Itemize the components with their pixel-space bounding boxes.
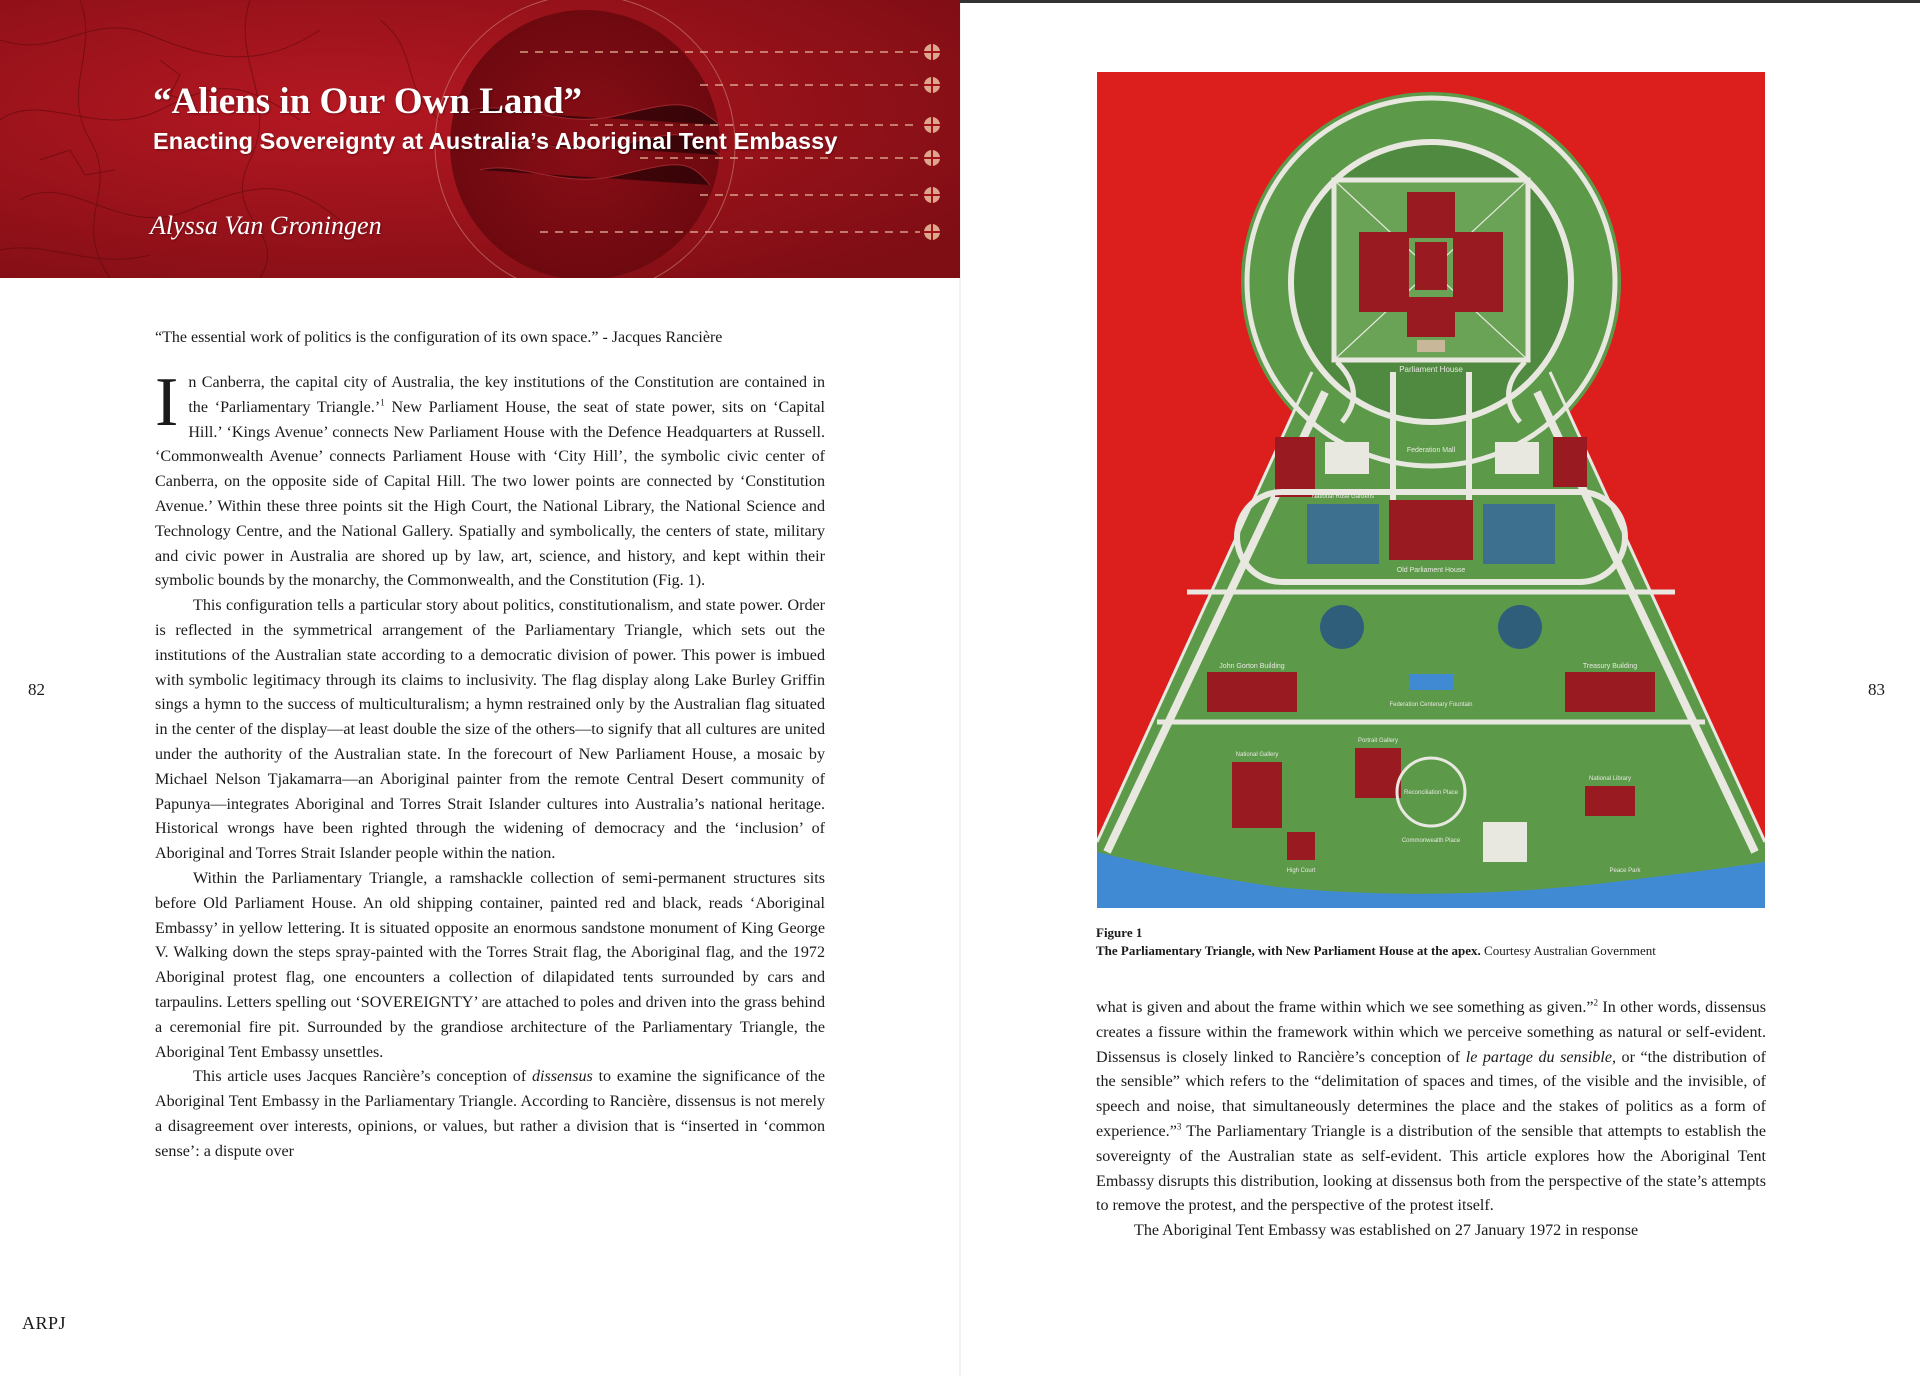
page-number-left: 82 xyxy=(28,680,45,699)
right-paragraph-1-text-c: or “the distribution of the sensible” which refers to the “delimitation of spaces and times, of the visible and the invisible, of speech and noise, that simultaneously determines the place and the stakes of politics as a form of experience.” xyxy=(1096,1048,1766,1140)
map-label-old-parliament-house: Old Parliament House xyxy=(1396,567,1466,574)
map-label-national-library: National Library xyxy=(1588,776,1632,782)
paragraph-4-text-b: to examine the significance of the Aboriginal Tent Embassy in the Parliamentary Triangle. According to Rancière, dissensus is not merely a disagreement over interests, opinions, or values, but rather a division that is “inserted in ‘common sense’: a dispute over xyxy=(155,1068,825,1160)
article-title: “Aliens in Our Own Land” xyxy=(153,81,583,122)
paragraph-1-text-a: n Canberra, the capital city of Australia, the key institutions of the Constitution are contained in the ‘Parliamentary Triangle.’ xyxy=(188,374,825,416)
map-label-rose-gardens: National Rose Gardens xyxy=(1311,494,1375,500)
map-label-reconciliation-place: Reconciliation Place xyxy=(1403,790,1459,796)
right-paragraph-2: The Aboriginal Tent Embassy was established on 27 January 1972 in response xyxy=(1134,1222,1639,1240)
map-label-national-gallery: National Gallery xyxy=(1235,752,1279,758)
right-paragraph-1 xyxy=(1096,996,1766,1219)
map-label-high-court: High Court xyxy=(1286,868,1316,874)
term-partage-du-sensible: le partage du sensible, xyxy=(1465,1048,1616,1066)
footnote-ref-1[interactable]: 1 xyxy=(380,397,385,408)
paragraph-4-text-a: This article uses Jacques Rancière’s conception of xyxy=(193,1068,532,1086)
figure-1-map xyxy=(1097,72,1765,908)
drop-cap: I xyxy=(155,364,179,441)
right-column xyxy=(1096,996,1766,1244)
figure-title: The Parliamentary Triangle, with New Parliament House at the apex. xyxy=(1096,943,1481,958)
parliamentary-triangle-map xyxy=(1097,72,1765,908)
map-label-federation-mall: Federation Mall xyxy=(1406,447,1456,454)
term-dissensus: dissensus xyxy=(531,1068,593,1086)
right-paragraph-1-text-d: The Parliamentary Triangle is a distribution of the sensible that attempts to establish the sovereignty of the Australian state as self-evident. This article explores how the Aboriginal Tent Embassy disrupts this distribution, looking at dissensus both from the perspective of the state’s attempts to remove the protest, and the perspective of the protest itself. xyxy=(1096,1122,1766,1215)
map-label-peace-park: Peace Park xyxy=(1609,868,1641,874)
map-label-parliament-house: Parliament House xyxy=(1399,365,1463,374)
figure-label: Figure 1 xyxy=(1096,925,1143,940)
epigraph: “The essential work of politics is the configuration of its own space.” - Jacques Rancière xyxy=(155,329,723,346)
left-column xyxy=(155,364,826,1165)
map-label-commonwealth-place: Commonwealth Place xyxy=(1401,838,1461,844)
top-rule xyxy=(960,0,1920,3)
map-label-treasury: Treasury Building xyxy=(1582,663,1638,670)
map-label-john-gorton: John Gorton Building xyxy=(1219,663,1285,670)
page-number-right: 83 xyxy=(1868,680,1885,699)
paragraph-3: Within the Parliamentary Triangle, a ramshackle collection of semi-permanent structures sits before Old Parliament House. An old shipping container, painted red and black, reads ‘Aboriginal Embassy’ in yellow lettering. It is situated opposite an enormous sandstone monument of King George V. Walking down the steps spray-painted with the Torres Strait flag, the Aboriginal flag, and the 1972 Aboriginal protest flag, one encounters a collection of dilapidated tents surrounded by cars and tarpaulins. Letters spelling out ‘SOVEREIGNTY’ are attached to poles and driven into the grass behind a ceremonial fire pit. Surrounded by the grandiose architecture of the Parliamentary Triangle, the Aboriginal Tent Embassy unsettles. xyxy=(155,869,825,1061)
paragraph-1-text-b: New Parliament House, the seat of state power, sits on ‘Capital Hill.’ ‘Kings Avenue’ connects New Parliament House with the Defence Headquarters at Russell. ‘Commonwealth Avenue’ connects Parliament House with ‘City Hill’, the symbolic civic center of Canberra, on the opposite side of Capital Hill. The two lower points are connected by ‘Constitution Avenue.’ Within these three points sit the High Court, the National Library, the National Science and Technology Centre, and the National Gallery. Spatially and symbolically, the centers of state, military and civic power in Australia are shored up by law, art, science, and history, and kept within their symbolic bounds by the monarchy, the Commonwealth, and the Constitution (Fig. 1). xyxy=(155,398,826,590)
paragraph-2: This configuration tells a particular story about politics, constitutionalism, and state power. Order is reflected in the symmetrical arrangement of the Parliamentary Triangle, which sets out the institutions of the Australian state according to a democratic division of power. This power is imbued with symbolic legitimacy through its claims to inclusivity. The flag display along Lake Burley Griffin sings a hymn to the success of multiculturalism; a hymn restrained only by the Australian flag situated in the center of the display—at least double the size of the others—to signify that all cultures are united under the authority of the Australian state. In the forecourt of New Parliament House, a mosaic by Michael Nelson Tjakamarra—an Aboriginal painter from the remote Central Desert community of Papunya—integrates Aboriginal and Torres Strait Islander cultures into Australia’s national heritage. Historical wrongs have been righted through the widening of democracy and the ‘inclusion’ of Aboriginal and Torres Strait Islander people within the nation. xyxy=(155,597,825,863)
map-label-portrait-gallery: Portrait Gallery xyxy=(1357,738,1399,744)
paragraph-4 xyxy=(155,1065,825,1164)
right-paragraph-1-text-a: what is given and about the frame within which we see something as given.” xyxy=(1096,999,1594,1016)
right-paragraph-1-text-b: In other words, dissensus creates a fissure within the framework within which we perceive something as natural or self-evident. Dissensus is closely linked to Rancière’s conception of xyxy=(1096,999,1766,1066)
title-banner xyxy=(0,0,960,278)
paragraph-1 xyxy=(155,364,826,594)
author-name: Alyssa Van Groningen xyxy=(150,211,382,240)
figure-caption xyxy=(1096,924,1796,960)
figure-credit: Courtesy Australian Government xyxy=(1480,943,1656,958)
footnote-ref-3[interactable]: 3 xyxy=(1176,1121,1182,1132)
map-label-federation-fountain: Federation Centenary Fountain xyxy=(1389,702,1473,708)
journal-footer: ARPJ xyxy=(22,1313,67,1333)
footnote-ref-2[interactable]: 2 xyxy=(1593,997,1598,1008)
article-subtitle: Enacting Sovereignty at Australia’s Aboriginal Tent Embassy xyxy=(153,128,838,154)
